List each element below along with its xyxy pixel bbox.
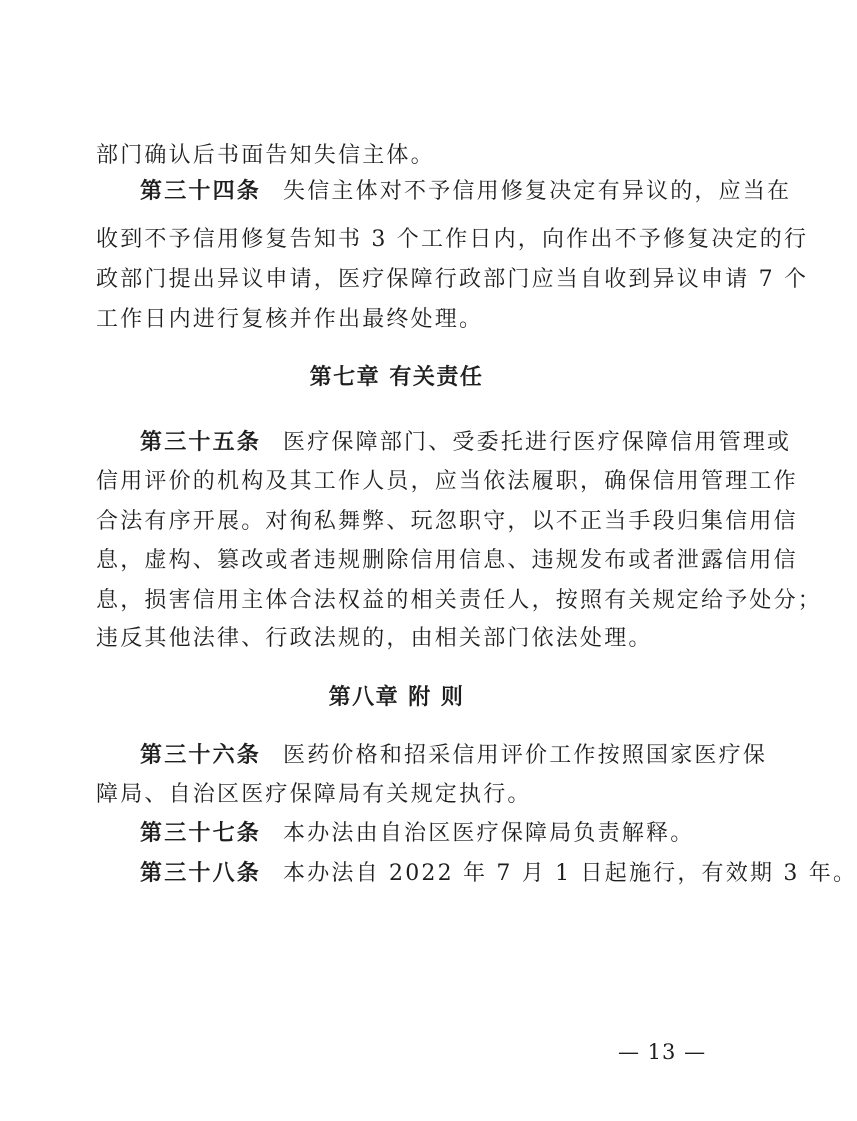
article-label: 第三十八条	[140, 861, 262, 886]
paragraph-line: 息，损害信用主体合法权益的相关责任人，按照有关规定给予处分；	[96, 588, 823, 613]
article-37-line	[140, 819, 694, 849]
article-text: 本办法自 2022 年 7 月 1 日起施行，有效期 3 年。	[283, 861, 857, 886]
page-number: — 13 —	[618, 1040, 707, 1064]
chapter-7-heading: 第七章 有关责任	[309, 365, 484, 390]
article-text: 医疗保障部门、受委托进行医疗保障信用管理或	[283, 430, 792, 455]
paragraph-line: 政部门提出异议申请，医疗保障行政部门应当自收到异议申请 7 个	[96, 267, 809, 292]
paragraph-line: 部门确认后书面告知失信主体。	[96, 143, 435, 168]
article-label: 第三十五条	[140, 430, 262, 455]
article-36-first-line	[140, 741, 767, 771]
article-text: 失信主体对不予信用修复决定有异议的，应当在	[283, 179, 792, 204]
paragraph-line: 障局、自治区医疗保障局有关规定执行。	[96, 782, 532, 807]
paragraph-line: 息，虚构、篡改或者违规删除信用信息、违规发布或者泄露信用信	[96, 548, 798, 573]
paragraph-line: 信用评价的机构及其工作人员，应当依法履职，确保信用管理工作	[96, 469, 798, 494]
paragraph-line: 合法有序开展。对徇私舞弊、玩忽职守，以不正当手段归集信用信	[96, 509, 798, 534]
article-label: 第三十四条	[140, 179, 262, 204]
article-label: 第三十六条	[140, 743, 262, 768]
article-35-first-line	[140, 428, 791, 458]
article-38-line	[140, 859, 857, 889]
paragraph-line: 收到不予信用修复告知书 3 个工作日内，向作出不予修复决定的行	[96, 227, 809, 252]
article-34-first-line	[140, 177, 791, 207]
paragraph-line: 违反其他法律、行政法规的，由相关部门依法处理。	[96, 626, 653, 651]
article-label: 第三十七条	[140, 821, 262, 846]
article-text: 本办法由自治区医疗保障局负责解释。	[283, 821, 695, 846]
chapter-8-heading: 第八章 附 则	[328, 685, 465, 710]
article-text: 医药价格和招采信用评价工作按照国家医疗保	[283, 743, 768, 768]
paragraph-line: 工作日内进行复核并作出最终处理。	[96, 307, 484, 332]
